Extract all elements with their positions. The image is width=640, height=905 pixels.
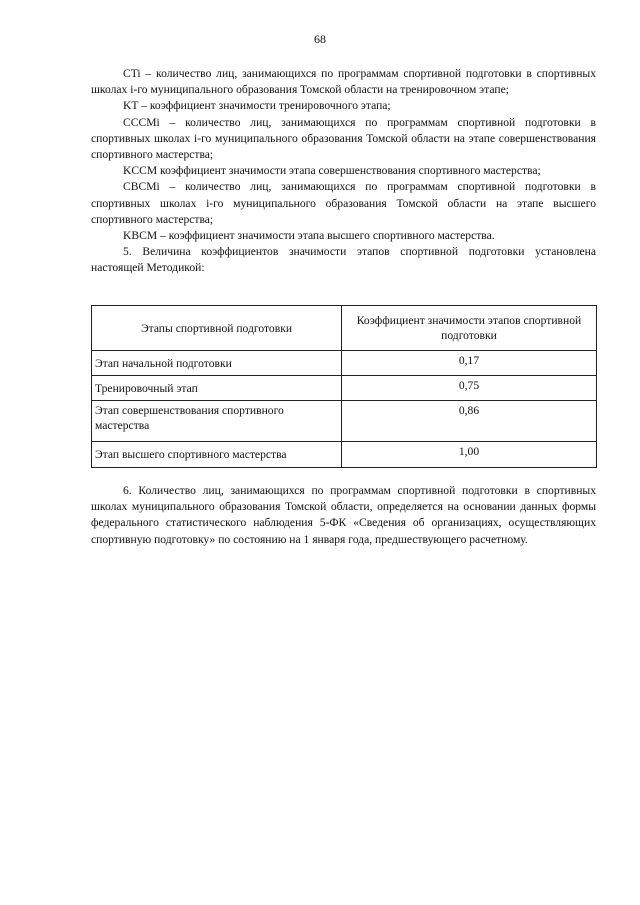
stage-cell: Тренировочный этап: [92, 376, 342, 401]
paragraph-kbcm: KBCM – коэффициент значимости этапа высшего спортивного мастерства.: [123, 229, 495, 243]
header-coefficient: Коэффициент значимости этапов спортивной подготовки: [342, 306, 597, 351]
paragraph-kccm: KCCM коэффициент значимости этапа совершенствования спортивного мастерства;: [123, 164, 541, 178]
header-stages: Этапы спортивной подготовки: [92, 306, 342, 351]
paragraph-cti: CTi – количество лиц, занимающихся по программам спортивной подготовки в спортивных школах i-го муниципального образования Томской области на тренировочном этапе;: [91, 67, 596, 97]
coefficient-cell: 1,00: [342, 442, 597, 468]
stage-cell: Этап начальной подготовки: [92, 351, 342, 376]
paragraph-cbcmi: CBCMi – количество лиц, занимающихся по программам спортивной подготовки в спортивных школах i-го муниципального образования Томской области на этапе высшего спортивного мастерства;: [91, 180, 596, 226]
paragraph-5: 5. Величина коэффициентов значимости этапов спортивной подготовки установлена настоящей Методикой:: [91, 245, 596, 275]
coefficient-cell: 0,75: [342, 376, 597, 401]
table-row: [92, 351, 597, 376]
page-number: 68: [314, 32, 326, 46]
paragraph-kt: KT – коэффициент значимости тренировочного этапа;: [123, 99, 391, 113]
coefficients-table: [91, 305, 597, 468]
stage-cell: Этап совершенствования спортивного мастерства: [92, 401, 342, 442]
stage-cell: Этап высшего спортивного мастерства: [92, 442, 342, 468]
paragraph-6: 6. Количество лиц, занимающихся по программам спортивной подготовки в спортивных школах муниципального образования Томской области, определяется на основании данных формы федерального статистического наблюдения 5-ФК «Сведения об организациях, осуществляющих спортивную подготовку» по состоянию на 1 января года, предшествующего расчетному.: [91, 484, 596, 546]
paragraph-6-block: [91, 483, 596, 548]
table-row: [92, 442, 597, 468]
definitions-block: [91, 66, 596, 277]
coefficient-cell: 0,17: [342, 351, 597, 376]
table-header-row: [92, 306, 597, 351]
table-row: [92, 401, 597, 442]
coefficient-cell: 0,86: [342, 401, 597, 442]
table-row: [92, 376, 597, 401]
paragraph-cccmi: CCCMi – количество лиц, занимающихся по программам спортивной подготовки в спортивных школах i-го муниципального образования Томской области на этапе совершенствования спортивного мастерства;: [91, 115, 596, 162]
